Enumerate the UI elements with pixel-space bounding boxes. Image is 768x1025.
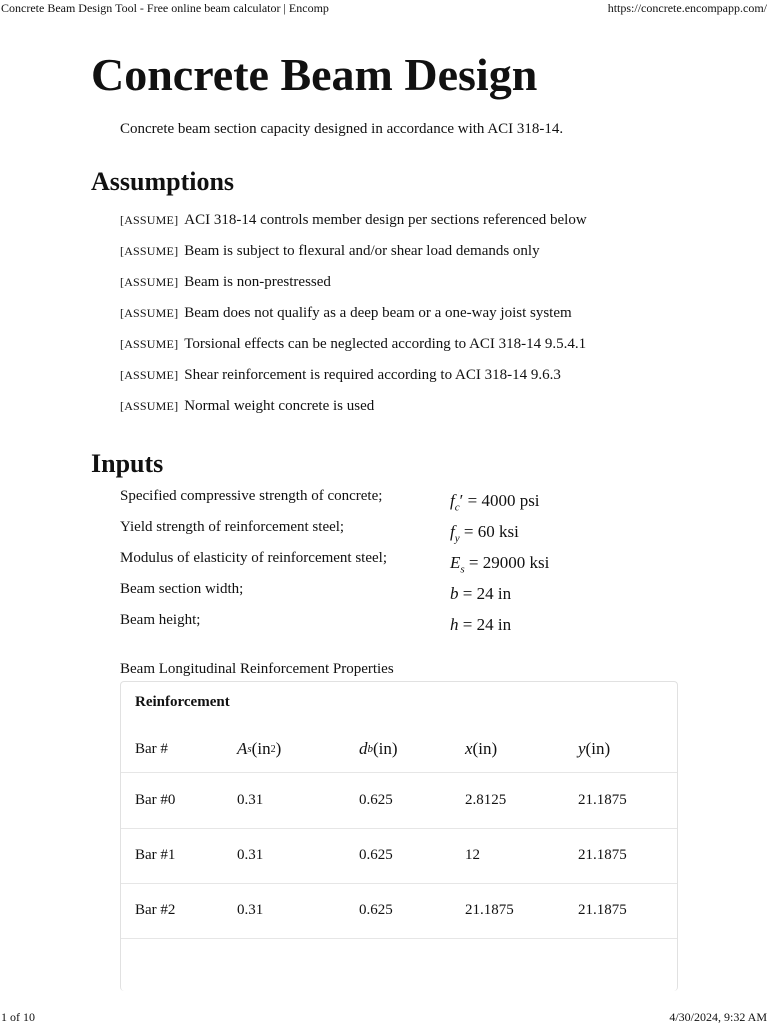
input-value: $f_c' = 4000$ psi xyxy=(450,491,540,514)
document-title: Concrete Beam Design xyxy=(91,49,538,100)
input-value: b = 24 in xyxy=(450,584,512,603)
page-counter: 1 of 10 xyxy=(1,1010,35,1024)
col-header-diameter: d b ( in ) xyxy=(359,739,398,758)
assume-tag: [ASSUME] xyxy=(120,368,179,382)
col-header-y: y ( in ) xyxy=(578,739,611,758)
col-header-area: A s ( in 2 ) xyxy=(237,739,282,758)
assume-tag: [ASSUME] xyxy=(120,306,179,320)
input-concrete-strength: Specified compressive strength of concrete; $f_c' = 4000$ psi xyxy=(120,488,540,514)
input-value: $f_y = 60$ ksi xyxy=(450,522,519,545)
assumption-item: [ASSUME] Normal weight concrete is used xyxy=(120,398,375,414)
table-title: Reinforcement xyxy=(135,694,230,710)
input-beam-height: Beam height; h = 24 in xyxy=(120,612,512,634)
input-section-width: Beam section width; b = 24 in xyxy=(120,581,512,603)
reinforcement-table xyxy=(120,681,678,991)
print-footer xyxy=(0,1010,768,1024)
assumption-item: [ASSUME] Beam is subject to flexural and/or shear load demands only xyxy=(120,243,540,259)
assumption-item: [ASSUME] ACI 318-14 controls member design per sections referenced below xyxy=(120,212,587,228)
col-header-bar: Bar # xyxy=(135,740,168,757)
table-row: Bar #2 0.31 0.625 21.1875 21.1875 xyxy=(121,883,677,939)
assume-tag: [ASSUME] xyxy=(120,213,179,227)
assume-tag: [ASSUME] xyxy=(120,337,179,351)
inputs-heading: Inputs xyxy=(91,449,164,478)
table-header-row xyxy=(121,726,677,773)
assumption-item: [ASSUME] Shear reinforcement is required according to ACI 318-14 9.6.3 xyxy=(120,367,561,383)
assumption-item: [ASSUME] Beam does not qualify as a deep beam or a one-way joist system xyxy=(120,305,572,321)
assume-tag: [ASSUME] xyxy=(120,399,179,413)
col-header-x: x ( in ) xyxy=(465,739,498,758)
page-url: https://concrete.encompapp.com/ xyxy=(607,1,767,15)
input-value: h = 24 in xyxy=(450,615,512,634)
page-title-text: Concrete Beam Design Tool - Free online beam calculator | Encomp xyxy=(1,1,329,15)
assumptions-heading: Assumptions xyxy=(91,167,235,196)
assume-tag: [ASSUME] xyxy=(120,275,179,289)
assume-tag: [ASSUME] xyxy=(120,244,179,258)
assumption-item: [ASSUME] Torsional effects can be neglected according to ACI 318-14 9.5.4.1 xyxy=(120,336,587,352)
table-caption: Beam Longitudinal Reinforcement Properties xyxy=(120,661,394,677)
print-header xyxy=(0,0,768,18)
input-value: $E_s = 29000$ ksi xyxy=(450,553,550,576)
input-steel-modulus: Modulus of elasticity of reinforcement steel; $E_s = 29000$ ksi xyxy=(120,550,550,576)
input-yield-strength: Yield strength of reinforcement steel; $f_y = 60$ ksi xyxy=(120,519,519,545)
assumption-item: [ASSUME] Beam is non-prestressed xyxy=(120,274,331,290)
table-row: Bar #1 0.31 0.625 12 21.1875 xyxy=(121,828,677,884)
print-datetime: 4/30/2024, 9:32 AM xyxy=(669,1010,767,1024)
intro-text: Concrete beam section capacity designed in accordance with ACI 318-14. xyxy=(120,121,564,137)
table-row: Bar #0 0.31 0.625 2.8125 21.1875 xyxy=(121,773,677,829)
